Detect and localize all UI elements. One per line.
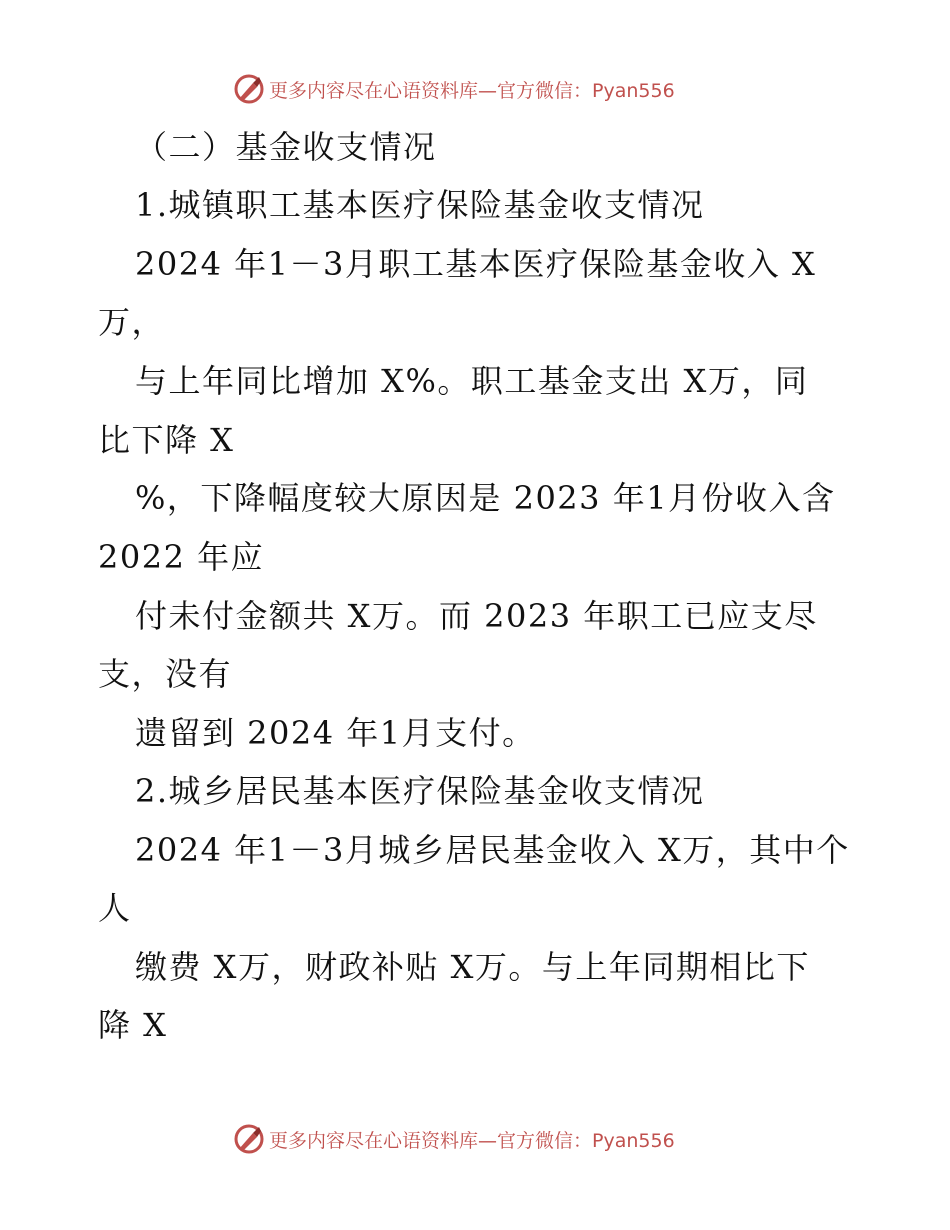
subsection-heading-1: 1.城镇职工基本医疗保险基金收支情况: [135, 186, 705, 224]
subsection-heading-2: 2.城乡居民基本医疗保险基金收支情况: [135, 772, 705, 810]
paragraph-line: %，下降幅度较大原因是 2023 年1月份收入含: [135, 479, 836, 517]
watermark-text: 更多内容尽在心语资料库—官方微信：Pyan556: [269, 79, 675, 102]
paragraph-line: 2024 年1－3月城乡居民基金收入 X万，其中个: [135, 831, 850, 869]
paragraph-line: 2022 年应: [98, 538, 265, 576]
paragraph-line: 2024 年1－3月职工基本医疗保险基金收入 X: [135, 245, 817, 283]
paragraph-line: 支，没有: [98, 655, 233, 693]
paragraph-line: 与上年同比增加 X%。职工基金支出 X万，同: [135, 362, 809, 400]
paragraph-line: 付未付金额共 X万。而 2023 年职工已应支尽: [135, 597, 818, 635]
paragraph-line: 万，: [98, 303, 166, 341]
pen-nib-logo-icon: [233, 1123, 265, 1155]
watermark-text: 更多内容尽在心语资料库—官方微信：Pyan556: [269, 1129, 675, 1152]
paragraph-line: 降 X: [98, 1006, 168, 1044]
footer-watermark: [233, 1122, 675, 1156]
section-heading: （二）基金收支情况: [135, 128, 437, 166]
paragraph-line: 遗留到 2024 年1月支付。: [135, 714, 536, 752]
paragraph-line: 人: [98, 889, 132, 927]
pen-nib-logo-icon: [233, 73, 265, 105]
header-watermark: [233, 72, 675, 106]
paragraph-line: 缴费 X万，财政补贴 X万。与上年同期相比下: [135, 948, 810, 986]
paragraph-line: 比下降 X: [98, 421, 235, 459]
